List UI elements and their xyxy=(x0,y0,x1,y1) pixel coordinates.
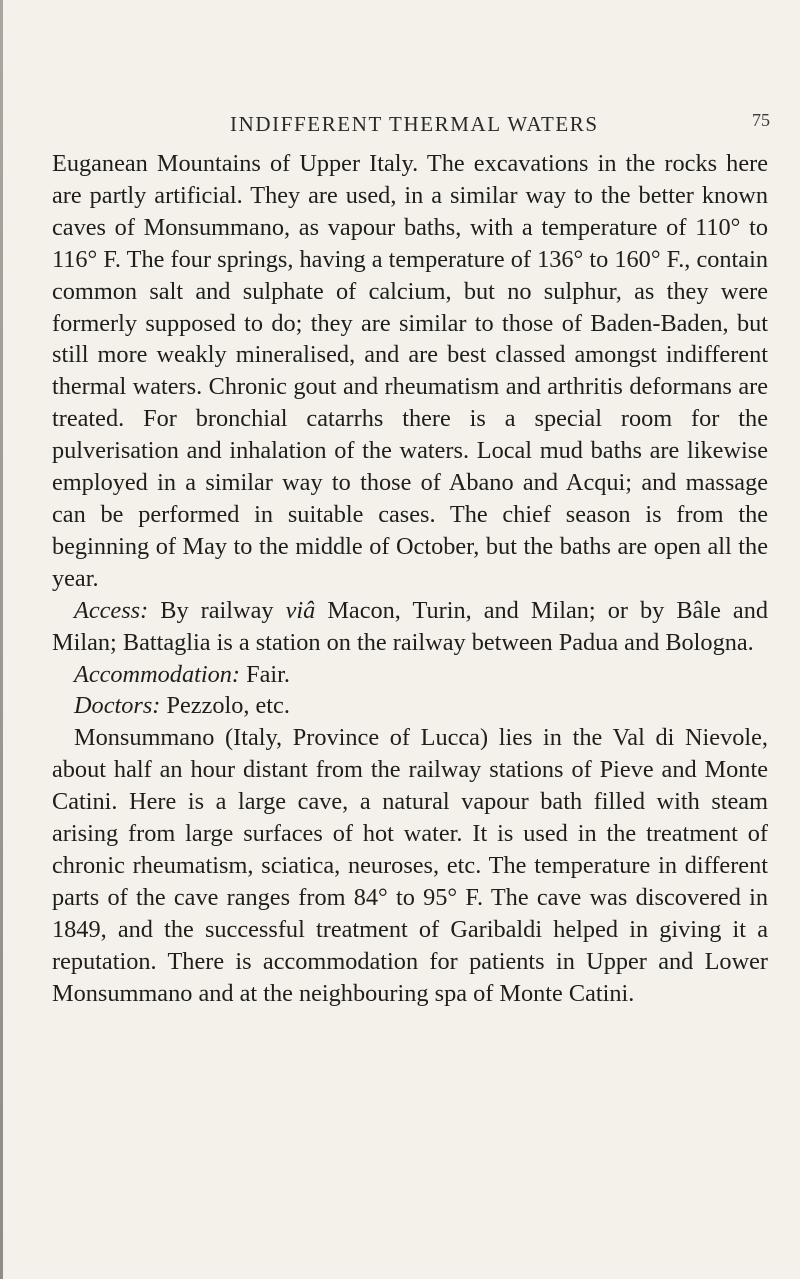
body-text xyxy=(52,148,768,1009)
paragraph-access xyxy=(52,595,768,659)
monsummano-text: (Italy, Province of Lucca) lies in the Val di Nievole, about half an hour distant from the railway stations of Pieve and Monte Catini. Here is a large cave, a natural vapour bath filled with steam arising from large surfaces of hot water. It is used in the treatment of chronic rheumatism, sciatica, neuroses, etc. The temperature in different parts of the cave ranges from 84° to 95° F. The cave was discovered in 1849, and the successful treatment of Garibaldi helped in giving it a reputation. There is accommodation for patients in Upper and Lower Monsummano and at the neighbouring spa of Monte Catini. xyxy=(52,724,768,1007)
access-via: viâ xyxy=(285,596,316,624)
doctors-text: Pezzolo, etc. xyxy=(160,692,290,720)
paragraph-monsummano xyxy=(52,722,768,1009)
access-label: Access: xyxy=(74,596,149,624)
accommodation-label: Accommodation: xyxy=(74,660,240,688)
paragraph-accommodation xyxy=(52,659,768,691)
access-text-post: Macon, Turin, and Milan; or by Bâle and Milan; Battaglia is a station on the railway between Padua and Bologna. xyxy=(52,596,768,656)
paragraph-doctors xyxy=(52,690,768,722)
monsummano-heading: Monsummano xyxy=(74,724,215,752)
doctors-label: Doctors: xyxy=(74,692,161,720)
running-head: INDIFFERENT THERMAL WATERS xyxy=(230,112,599,136)
page-edge-shadow xyxy=(0,0,3,1279)
page-number: 75 xyxy=(752,110,770,130)
page-header xyxy=(230,112,770,142)
access-text-pre: By railway xyxy=(148,596,286,624)
paragraph-euganean: Euganean Mountains of Upper Italy. The excavations in the rocks here are partly artificial. They are used, in a similar way to the better known caves of Monsummano, as vapour baths, with a temperature of 110° to 116° F. The four springs, having a temperature of 136° to 160° F., contain common salt and sulphate of calcium, but no sulphur, as they were formerly supposed to do; they are similar to those of Baden-Baden, but still more weakly mineralised, and are best classed amongst indifferent thermal waters. Chronic gout and rheumatism and arthritis deformans are treated. For bronchial catarrhs there is a special room for the pulverisation and inhalation of the waters. Local mud baths are likewise employed in a similar way to those of Abano and Acqui; and massage can be performed in suitable cases. The chief season is from the beginning of May to the middle of October, but the baths are open all the year. xyxy=(52,150,768,592)
accommodation-text: Fair. xyxy=(240,660,290,688)
